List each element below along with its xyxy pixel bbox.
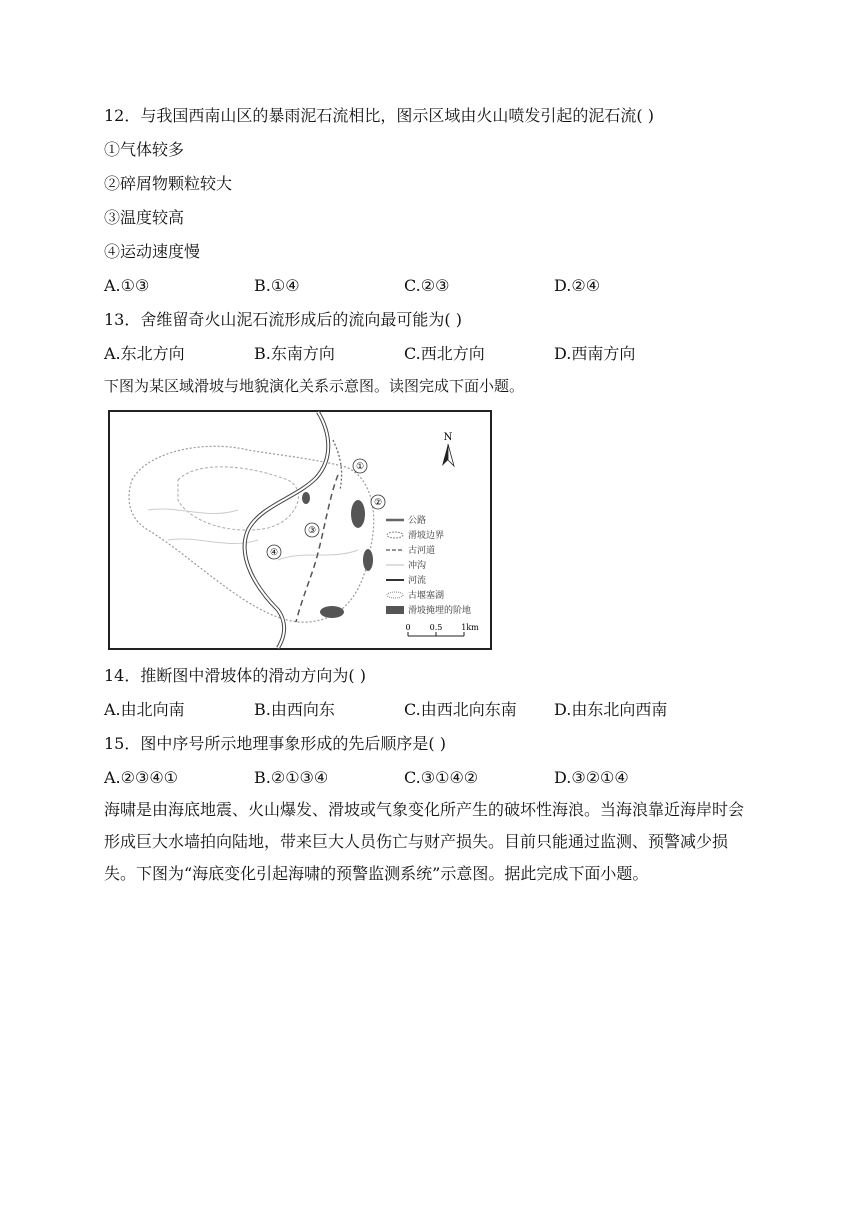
q12-item-1: ①气体较多 — [104, 140, 185, 159]
q14-option-c[interactable]: C.由西北向东南 — [404, 700, 517, 719]
q13-option-b[interactable]: B.东南方向 — [254, 344, 335, 363]
svg-text:滑坡边界: 滑坡边界 — [408, 531, 445, 541]
svg-text:滑坡掩埋的阶地: 滑坡掩埋的阶地 — [408, 606, 472, 616]
svg-text:N: N — [443, 432, 453, 443]
q12-option-a[interactable]: A.①③ — [104, 276, 150, 295]
q13-option-c[interactable]: C.西北方向 — [404, 344, 485, 363]
marker-3: ③ — [307, 526, 317, 536]
q14-option-a[interactable]: A.由北向南 — [104, 700, 185, 719]
svg-text:古河道: 古河道 — [408, 546, 436, 556]
q12-item-2: ②碎屑物颗粒较大 — [104, 174, 233, 193]
q14-stem: 14．推断图中滑坡体的滑动方向为( ) — [104, 666, 366, 685]
svg-text:河流: 河流 — [408, 576, 427, 586]
q12-stem: 12．与我国西南山区的暴雨泥石流相比，图示区域由火山喷发引起的泥石流( ) — [104, 106, 654, 125]
buried-terrace — [302, 492, 310, 504]
q13-option-a[interactable]: A.东北方向 — [104, 344, 185, 363]
svg-text:1km: 1km — [461, 623, 479, 632]
q13-option-d[interactable]: D.西南方向 — [554, 344, 636, 363]
q15-option-c[interactable]: C.③①④② — [404, 768, 479, 787]
q13-stem: 13．舍维留奇火山泥石流形成后的流向最可能为( ) — [104, 310, 462, 329]
marker-1: ① — [355, 462, 365, 472]
map-intro: 下图为某区域滑坡与地貌演化关系示意图。读图完成下面小题。 — [104, 377, 525, 395]
buried-terrace — [351, 500, 365, 528]
svg-text:0: 0 — [405, 623, 411, 632]
svg-text:古堰塞湖: 古堰塞湖 — [408, 591, 445, 601]
q12-option-c[interactable]: C.②③ — [404, 276, 450, 295]
q12-item-4: ④运动速度慢 — [104, 242, 201, 261]
q12-option-d[interactable]: D.②④ — [554, 276, 601, 295]
svg-text:公路: 公路 — [408, 516, 427, 526]
q12-option-b[interactable]: B.①④ — [254, 276, 300, 295]
q14-option-b[interactable]: B.由西向东 — [254, 700, 335, 719]
tsunami-intro: 海啸是由海底地震、火山爆发、滑坡或气象变化所产生的破坏性海浪。当海浪靠近海岸时会形成巨大水墙拍向陆地，带来巨大人员伤亡与财产损失。目前只能通过监测、预警减少损失。下图为“海底变化引起海啸的预警监测系统”示意图。据此完成下面小题。 — [104, 800, 745, 883]
marker-4: ④ — [269, 548, 279, 558]
q15-stem: 15．图中序号所示地理事象形成的先后顺序是( ) — [104, 734, 446, 753]
marker-2: ② — [373, 498, 383, 508]
buried-terrace — [363, 549, 373, 571]
q12-item-3: ③温度较高 — [104, 208, 185, 227]
q15-option-b[interactable]: B.②①③④ — [254, 768, 329, 787]
buried-terrace — [320, 606, 344, 618]
q14-option-d[interactable]: D.由东北向西南 — [554, 700, 668, 719]
landslide-map — [108, 410, 492, 650]
q15-option-a[interactable]: A.②③④① — [104, 768, 179, 787]
svg-text:0.5: 0.5 — [429, 623, 443, 632]
svg-text:冲沟: 冲沟 — [408, 561, 427, 571]
q15-option-d[interactable]: D.③②①④ — [554, 768, 629, 787]
